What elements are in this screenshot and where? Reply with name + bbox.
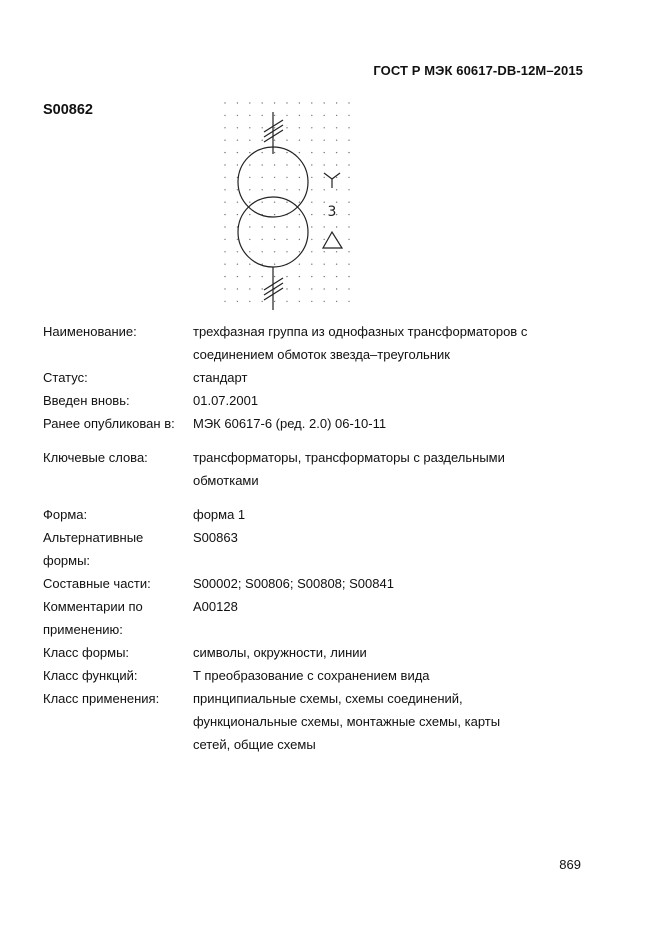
- grid-dot: [249, 214, 250, 215]
- grid-dot: [274, 276, 275, 277]
- grid-dot: [274, 102, 275, 103]
- property-value-line: соединением обмоток звезда–треугольник: [193, 347, 450, 362]
- grid-dot: [324, 226, 325, 227]
- property-value-line: обмотками: [193, 473, 259, 488]
- grid-dot: [237, 288, 238, 289]
- delta-connection-icon: [323, 232, 342, 248]
- property-key: [43, 572, 193, 595]
- grid-dot: [348, 251, 349, 252]
- grid-dot: [311, 301, 312, 302]
- grid-dot: [311, 288, 312, 289]
- grid-dot: [324, 177, 325, 178]
- grid-dot: [348, 239, 349, 240]
- grid-dot: [249, 264, 250, 265]
- grid-dot: [299, 251, 300, 252]
- grid-dot: [348, 102, 349, 103]
- grid-dot: [274, 239, 275, 240]
- grid-dot: [274, 164, 275, 165]
- grid-dot: [311, 102, 312, 103]
- grid-dot: [336, 102, 337, 103]
- property-value: [193, 664, 563, 687]
- grid-dot: [299, 102, 300, 103]
- property-value-line: S00002; S00806; S00808; S00841: [193, 576, 394, 591]
- grid-dot: [311, 140, 312, 141]
- property-key-line: Альтернативные: [43, 530, 144, 545]
- property-value-line: стандарт: [193, 370, 248, 385]
- grid-dot: [249, 189, 250, 190]
- grid-dot: [336, 177, 337, 178]
- grid-dot: [262, 251, 263, 252]
- grid-dot: [348, 214, 349, 215]
- property-key-line: Введен вновь:: [43, 393, 130, 408]
- grid-dot: [274, 189, 275, 190]
- star-connection-icon: [324, 173, 340, 188]
- grid-dot: [348, 177, 349, 178]
- property-key: [43, 664, 193, 687]
- grid-dot: [286, 115, 287, 116]
- grid-dot: [299, 226, 300, 227]
- property-row: [43, 320, 563, 366]
- property-key: [43, 320, 193, 366]
- grid-dot: [324, 301, 325, 302]
- grid-dot: [299, 140, 300, 141]
- grid-dot: [311, 189, 312, 190]
- grid-dot: [237, 239, 238, 240]
- grid-dot: [348, 264, 349, 265]
- grid-dot: [237, 140, 238, 141]
- grid-dot: [324, 264, 325, 265]
- property-key-line: Форма:: [43, 507, 88, 522]
- grid-dot: [237, 202, 238, 203]
- grid-dot: [311, 239, 312, 240]
- property-key: [43, 595, 193, 641]
- grid-dot: [299, 214, 300, 215]
- grid-dot: [286, 288, 287, 289]
- property-value-line: трансформаторы, трансформаторы с раздельными: [193, 450, 505, 465]
- grid-dot: [336, 276, 337, 277]
- grid-dot: [224, 214, 225, 215]
- grid-dot: [336, 164, 337, 165]
- grid-dot: [237, 214, 238, 215]
- grid-dot: [249, 115, 250, 116]
- grid-dot: [336, 140, 337, 141]
- grid-dot: [224, 102, 225, 103]
- grid-dot: [262, 226, 263, 227]
- grid-dot: [224, 189, 225, 190]
- grid-dot: [324, 140, 325, 141]
- grid-dot: [249, 140, 250, 141]
- grid-dot: [311, 127, 312, 128]
- grid-dot: [324, 127, 325, 128]
- grid-dot: [274, 152, 275, 153]
- grid-dot: [262, 152, 263, 153]
- property-value-line: A00128: [193, 599, 238, 614]
- grid-dot: [274, 301, 275, 302]
- grid-dot: [286, 189, 287, 190]
- grid-dot: [299, 288, 300, 289]
- grid-dot: [299, 276, 300, 277]
- grid-dot: [324, 115, 325, 116]
- property-value-line: МЭК 60617-6 (ред. 2.0) 06-10-11: [193, 416, 387, 431]
- property-key: [43, 389, 193, 412]
- grid-dot: [348, 140, 349, 141]
- property-row: [43, 503, 563, 526]
- grid-dots: [224, 102, 349, 302]
- grid-dot: [237, 127, 238, 128]
- property-key-line: Составные части:: [43, 576, 151, 591]
- property-value: [193, 687, 563, 756]
- grid-dot: [249, 251, 250, 252]
- grid-dot: [324, 214, 325, 215]
- property-value: [193, 503, 563, 526]
- grid-dot: [237, 189, 238, 190]
- grid-dot: [324, 202, 325, 203]
- properties-body: [43, 320, 563, 756]
- grid-dot: [286, 164, 287, 165]
- grid-dot: [286, 226, 287, 227]
- property-row: [43, 664, 563, 687]
- property-key: [43, 526, 193, 572]
- grid-dot: [274, 127, 275, 128]
- grid-dot: [274, 264, 275, 265]
- property-key-line: Класс функций:: [43, 668, 138, 683]
- property-key-line: Класс формы:: [43, 645, 130, 660]
- grid-dot: [262, 177, 263, 178]
- grid-dot: [224, 115, 225, 116]
- grid-dot: [224, 251, 225, 252]
- grid-dot: [311, 177, 312, 178]
- grid-dot: [299, 264, 300, 265]
- grid-dot: [262, 276, 263, 277]
- property-row: [43, 641, 563, 664]
- grid-dot: [274, 140, 275, 141]
- property-value: [193, 595, 563, 641]
- transformer-circles-icon: [238, 147, 308, 267]
- property-value-line: сетей, общие схемы: [193, 737, 316, 752]
- grid-dot: [224, 301, 225, 302]
- grid-dot: [224, 127, 225, 128]
- grid-dot: [299, 202, 300, 203]
- grid-dot: [262, 202, 263, 203]
- grid-dot: [262, 288, 263, 289]
- grid-dot: [336, 301, 337, 302]
- property-value: [193, 446, 563, 492]
- symbol-code: S00862: [43, 102, 93, 118]
- grid-dot: [237, 102, 238, 103]
- grid-dot: [249, 301, 250, 302]
- grid-dot: [262, 301, 263, 302]
- grid-dot: [224, 164, 225, 165]
- grid-dot: [224, 264, 225, 265]
- property-key: [43, 446, 193, 492]
- grid-dot: [237, 115, 238, 116]
- property-key-line: Класс применения:: [43, 691, 160, 706]
- grid-dot: [336, 189, 337, 190]
- property-row: [43, 446, 563, 492]
- grid-dot: [262, 102, 263, 103]
- symbol-figure: [215, 98, 360, 316]
- grid-dot: [274, 177, 275, 178]
- grid-dot: [348, 202, 349, 203]
- grid-dot: [249, 152, 250, 153]
- grid-dot: [262, 239, 263, 240]
- grid-dot: [274, 115, 275, 116]
- grid-dot: [299, 189, 300, 190]
- property-value-line: принципиальные схемы, схемы соединений,: [193, 691, 463, 706]
- property-value: [193, 526, 563, 572]
- grid-dot: [249, 164, 250, 165]
- grid-dot: [237, 251, 238, 252]
- grid-dot: [336, 202, 337, 203]
- property-value: [193, 366, 563, 389]
- grid-dot: [286, 239, 287, 240]
- grid-dot: [286, 177, 287, 178]
- grid-dot: [274, 202, 275, 203]
- property-value: [193, 572, 563, 595]
- property-value-line: 01.07.2001: [193, 393, 259, 408]
- grid-dot: [348, 276, 349, 277]
- grid-dot: [237, 152, 238, 153]
- grid-dot: [286, 140, 287, 141]
- grid-dot: [224, 140, 225, 141]
- property-key: [43, 641, 193, 664]
- grid-dot: [336, 288, 337, 289]
- grid-dot: [299, 127, 300, 128]
- grid-dot: [336, 251, 337, 252]
- property-key: [43, 366, 193, 389]
- property-row: [43, 687, 563, 756]
- property-key-line: Наименование:: [43, 324, 137, 339]
- grid-dot: [348, 301, 349, 302]
- grid-dot: [311, 152, 312, 153]
- grid-dot: [299, 164, 300, 165]
- property-row: [43, 412, 563, 435]
- grid-dot: [249, 177, 250, 178]
- property-row: [43, 595, 563, 641]
- grid-dot: [262, 115, 263, 116]
- grid-dot: [348, 189, 349, 190]
- property-key-line: Комментарии по: [43, 599, 143, 614]
- grid-dot: [324, 276, 325, 277]
- grid-dot: [348, 127, 349, 128]
- grid-dot: [286, 152, 287, 153]
- grid-dot: [299, 115, 300, 116]
- grid-dot: [249, 202, 250, 203]
- grid-dot: [224, 226, 225, 227]
- grid-dot: [262, 127, 263, 128]
- grid-dot: [237, 164, 238, 165]
- grid-dot: [348, 115, 349, 116]
- grid-dot: [348, 226, 349, 227]
- grid-dot: [324, 152, 325, 153]
- property-value-line: символы, окружности, линии: [193, 645, 367, 660]
- property-value: [193, 641, 563, 664]
- property-row: [43, 389, 563, 412]
- property-value-line: трехфазная группа из однофазных трансформаторов с: [193, 324, 528, 339]
- grid-dot: [311, 202, 312, 203]
- grid-dot: [324, 102, 325, 103]
- property-key: [43, 687, 193, 756]
- grid-dot: [311, 164, 312, 165]
- grid-dot: [249, 239, 250, 240]
- grid-dot: [324, 251, 325, 252]
- grid-dot: [274, 251, 275, 252]
- grid-dot: [299, 152, 300, 153]
- grid-dot: [262, 140, 263, 141]
- property-value: [193, 320, 563, 366]
- grid-dot: [237, 301, 238, 302]
- property-key-line: формы:: [43, 553, 91, 568]
- grid-dot: [286, 251, 287, 252]
- grid-dot: [336, 115, 337, 116]
- property-key: [43, 503, 193, 526]
- grid-dot: [324, 288, 325, 289]
- grid-dot: [311, 251, 312, 252]
- grid-dot: [224, 152, 225, 153]
- grid-dot: [311, 214, 312, 215]
- property-row: [43, 526, 563, 572]
- property-key-line: Ранее опубликован в:: [43, 416, 175, 431]
- grid-dot: [336, 127, 337, 128]
- grid-dot: [224, 288, 225, 289]
- grid-dot: [286, 127, 287, 128]
- grid-dot: [311, 115, 312, 116]
- grid-dot: [348, 152, 349, 153]
- property-key-line: применению:: [43, 622, 123, 637]
- grid-dot: [348, 288, 349, 289]
- grid-dot: [249, 288, 250, 289]
- grid-dot: [299, 301, 300, 302]
- grid-dot: [237, 276, 238, 277]
- properties-table: [43, 320, 563, 756]
- grid-dot: [224, 202, 225, 203]
- grid-dot: [286, 276, 287, 277]
- property-value-line: форма 1: [193, 507, 246, 522]
- grid-dot: [224, 177, 225, 178]
- grid-dot: [262, 164, 263, 165]
- grid-dot: [324, 189, 325, 190]
- grid-dot: [299, 239, 300, 240]
- grid-dot: [311, 226, 312, 227]
- page-number: 869: [559, 857, 581, 872]
- grid-dot: [274, 226, 275, 227]
- grid-dot: [224, 239, 225, 240]
- phase-count: 3: [327, 204, 337, 220]
- grid-dot: [299, 177, 300, 178]
- grid-dot: [249, 102, 250, 103]
- grid-dot: [249, 127, 250, 128]
- property-key-line: Ключевые слова:: [43, 450, 148, 465]
- three-phase-bus-bottom-icon: [264, 267, 283, 310]
- property-key: [43, 412, 193, 435]
- grid-dot: [262, 189, 263, 190]
- property-row: [43, 366, 563, 389]
- grid-dot: [286, 202, 287, 203]
- property-value-line: T преобразование с сохранением вида: [193, 668, 430, 683]
- grid-dot: [286, 301, 287, 302]
- property-value-line: S00863: [193, 530, 238, 545]
- grid-dot: [249, 276, 250, 277]
- property-value: [193, 389, 563, 412]
- grid-dot: [286, 102, 287, 103]
- grid-dot: [336, 226, 337, 227]
- grid-dot: [249, 226, 250, 227]
- grid-dot: [274, 214, 275, 215]
- property-key-line: Статус:: [43, 370, 88, 385]
- grid-dot: [348, 164, 349, 165]
- property-value: [193, 412, 563, 435]
- grid-dot: [324, 164, 325, 165]
- grid-dot: [336, 264, 337, 265]
- grid-dot: [237, 264, 238, 265]
- grid-dot: [324, 239, 325, 240]
- grid-dot: [336, 152, 337, 153]
- grid-dot: [311, 264, 312, 265]
- grid-dot: [311, 276, 312, 277]
- property-value-line: функциональные схемы, монтажные схемы, карты: [193, 714, 501, 729]
- property-row: [43, 572, 563, 595]
- grid-dot: [224, 276, 225, 277]
- standard-designation: ГОСТ Р МЭК 60617-DB-12M–2015: [373, 63, 583, 78]
